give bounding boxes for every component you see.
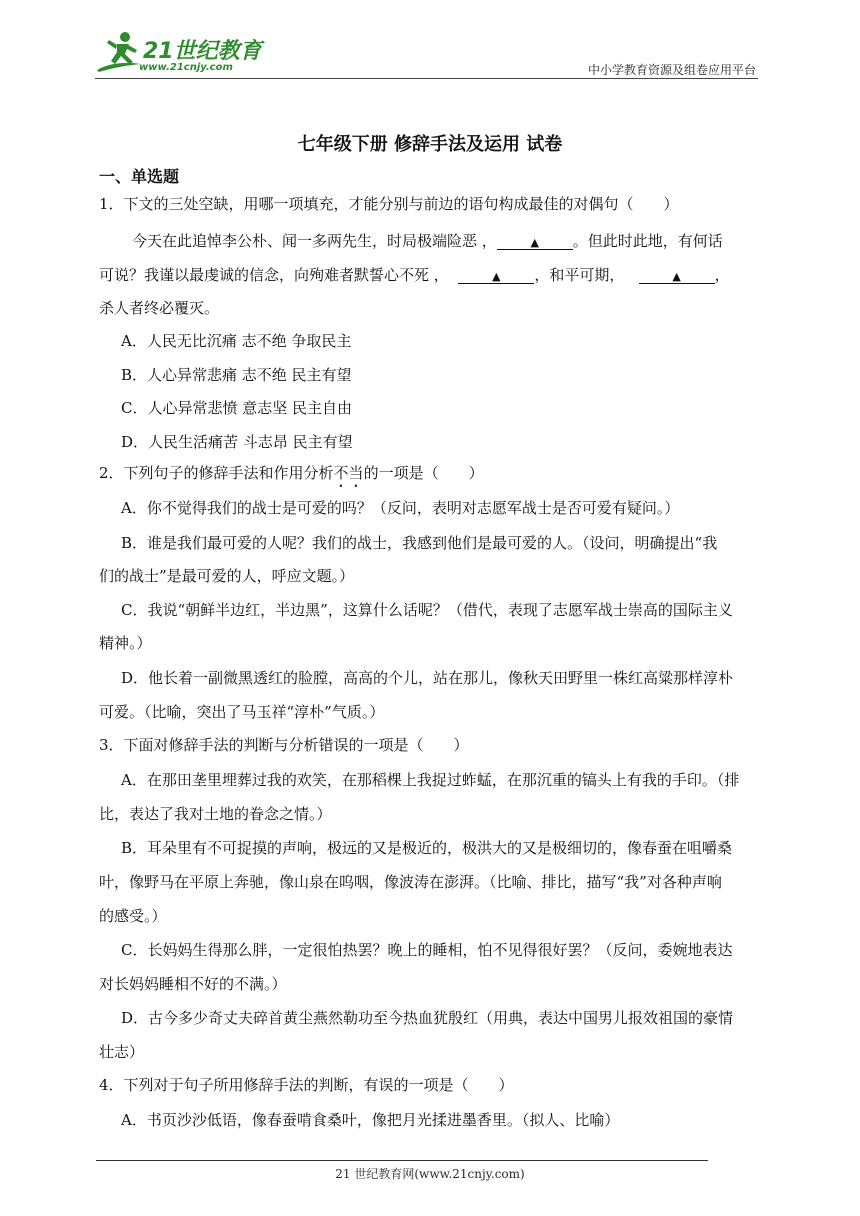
q3-line: 比，表达了我对土地的眷念之情。） bbox=[99, 805, 332, 823]
section-heading: 一、单选题 bbox=[99, 167, 180, 186]
q2-line: 可爱。（比喻，突出了马玉祥“淳朴”气质。） bbox=[99, 703, 385, 721]
q3-stem: 3．下面对修辞手法的判断与分析错误的一项是（ ） bbox=[99, 736, 469, 754]
q3-line: 的感受。） bbox=[99, 907, 167, 925]
footer-divider bbox=[96, 1160, 708, 1161]
platform-name: 中小学教育资源及组卷应用平台 bbox=[587, 63, 756, 77]
q1-option-b: B．人心异常悲痛 志不绝 民主有望 bbox=[121, 366, 352, 384]
q2-line: A．你不觉得我们的战士是可爱的吗？（反问，表明对志愿军战士是否可爱有疑问。） bbox=[121, 499, 680, 517]
triangle-mark: ▲ bbox=[530, 236, 540, 249]
q3-line: C．长妈妈生得那么胖，一定很怕热罢？晚上的睡相，怕不见得很好罢？（反问，委婉地表达 bbox=[121, 941, 733, 959]
q1-passage-text: ，和平可期， bbox=[534, 266, 625, 284]
q1-passage-line-1 bbox=[132, 230, 723, 252]
q1-stem: 1．下文的三处空缺，用哪一项填充，才能分别与前边的语句构成最佳的对偶句（ ） bbox=[99, 195, 679, 213]
logo-url: www.21cnjy.com bbox=[139, 62, 233, 73]
answer-blank bbox=[639, 265, 715, 284]
q2-stem-text: 2．下列句子的修辞手法和作用分析 bbox=[99, 464, 334, 482]
q3-line: D．古今多少奇丈夫碎首黄尘燕然勒功至今热血犹殷红（用典，表达中国男儿报效祖国的豪情 bbox=[121, 1009, 734, 1027]
q2-line: B．谁是我们最可爱的人呢？我们的战士，我感到他们是最可爱的人。（设问，明确提出“我 bbox=[121, 534, 718, 552]
answer-blank bbox=[497, 231, 573, 250]
q1-passage-line-2 bbox=[99, 264, 730, 286]
q1-option-c: C．人心异常悲愤 意志坚 民主自由 bbox=[121, 399, 353, 417]
page-header bbox=[95, 30, 758, 79]
q4-line: A．书页沙沙低语，像春蚕啃食桑叶，像把月光揉进墨香里。（拟人、比喻） bbox=[121, 1111, 620, 1129]
q2-emphasis: 不当 bbox=[333, 464, 364, 482]
q3-line: 叶，像野马在平原上奔驰，像山泉在呜咽，像波涛在澎湃。（比喻、排比，描写“我”对各种声响 bbox=[99, 873, 722, 891]
q1-passage-text: ， bbox=[714, 266, 730, 284]
q3-line: 壮志） bbox=[99, 1043, 145, 1061]
runner-icon bbox=[95, 30, 145, 74]
triangle-mark: ▲ bbox=[672, 270, 681, 283]
q2-stem bbox=[99, 462, 484, 491]
q1-passage-line-3: 杀人者终必覆灭。 bbox=[99, 299, 220, 317]
q1-passage-text: 今天在此追悼李公朴、闻一多两先生，时局极端险恶 ， bbox=[132, 232, 497, 250]
q2-line: C．我说“朝鲜半边红，半边黑”，这算什么话呢？（借代，表现了志愿军战士崇高的国际主义 bbox=[121, 601, 733, 619]
logo bbox=[95, 30, 265, 76]
q4-stem: 4．下列对于句子所用修辞手法的判断，有误的一项是（ ） bbox=[99, 1076, 514, 1094]
page-title: 七年级下册 修辞手法及运用 试卷 bbox=[297, 134, 563, 155]
q2-line: 们的战士”是最可爱的人，呼应文题。） bbox=[99, 567, 355, 585]
q1-passage-text: 可说？我谨以最虔诚的信念，向殉难者默誓心不死 ， bbox=[99, 266, 449, 284]
q1-passage-text: 。但此时此地，有何话 bbox=[572, 232, 723, 250]
logo-text: 21世纪教育 bbox=[143, 39, 262, 64]
q3-line: A．在那田垄里埋葬过我的欢笑，在那稻棵上我捉过蚱蜢，在那沉重的镐头上有我的手印。（排 bbox=[121, 771, 740, 789]
page-footer: 21 世纪教育网(www.21cnjy.com) bbox=[335, 1167, 525, 1181]
q1-option-a: A．人民无比沉痛 志不绝 争取民主 bbox=[121, 332, 352, 350]
q2-line: D．他长着一副微黑透红的脸膛，高高的个儿，站在那儿，像秋天田野里一株红高粱那样淳朴 bbox=[121, 669, 734, 687]
q3-line: 对长妈妈睡相不好的不满。） bbox=[99, 975, 287, 993]
triangle-mark: ▲ bbox=[492, 270, 501, 283]
q3-line: B．耳朵里有不可捉摸的声响，极远的又是极近的，极洪大的又是极细切的，像春蚕在咀嚼桑 bbox=[121, 839, 733, 857]
q1-option-d: D．人民生活痛苦 斗志昂 民主有望 bbox=[121, 433, 353, 451]
q2-line: 精神。） bbox=[99, 634, 152, 652]
answer-blank bbox=[458, 265, 534, 284]
q2-stem-text: 的一项是（ ） bbox=[363, 464, 484, 482]
